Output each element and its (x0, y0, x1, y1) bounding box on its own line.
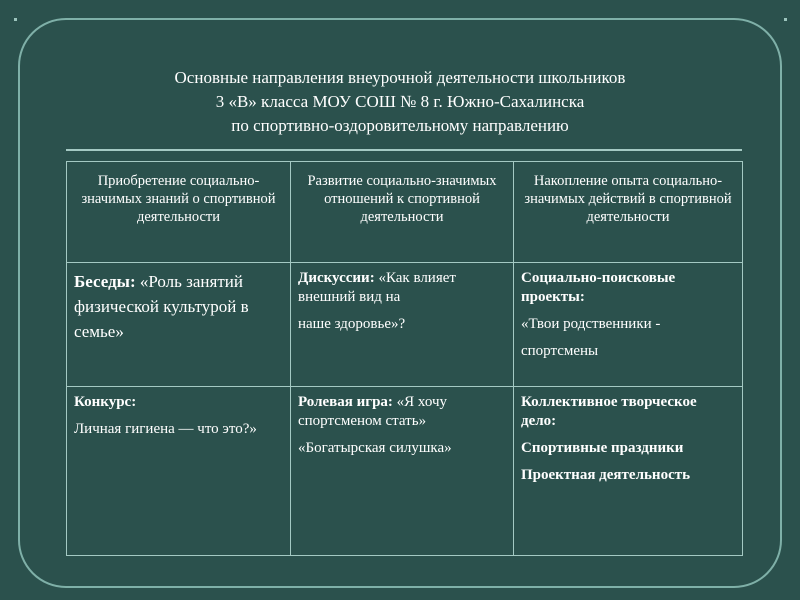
cell-text: «Твои родственники - (521, 316, 661, 333)
cell-text: спортсмены (521, 343, 599, 360)
cell-text: Проектная деятельность (521, 467, 691, 484)
title-divider (66, 149, 742, 151)
table-row (67, 387, 743, 556)
cell-text: Личная гигиена — что это?» (74, 421, 257, 438)
table-cell (291, 263, 514, 387)
table-cell (67, 263, 291, 387)
cell-label: Дискуссии: (298, 270, 375, 287)
table-header-row (67, 162, 743, 263)
directions-table (66, 161, 743, 556)
cell-text: «Богатырская силушка» (298, 440, 452, 457)
cell-text: «Я хочу спортсменом стать» (298, 394, 448, 430)
title-line-3: по спортивно-оздоровительному направлению (231, 116, 569, 135)
corner-dot (14, 18, 17, 21)
cell-label: Социально-поисковые проекты: (521, 270, 676, 306)
table-row (67, 263, 743, 387)
corner-dot (784, 18, 787, 21)
table-cell (67, 387, 291, 556)
table-cell (291, 387, 514, 556)
slide-title (40, 66, 760, 138)
cell-label: Ролевая игра: (298, 394, 393, 411)
table-cell (514, 387, 743, 556)
title-line-2: 3 «В» класса МОУ СОШ № 8 г. Южно-Сахалинска (215, 92, 585, 111)
table-cell (514, 263, 743, 387)
header-cell: Приобретение социально-значимых знаний о спортивной деятельности (67, 162, 291, 263)
header-cell: Развитие социально-значимых отношений к спортивной деятельности (291, 162, 514, 263)
cell-text: «Как влияет внешний вид на (298, 270, 456, 306)
cell-text: «Роль занятий физической культурой в семье» (74, 272, 249, 342)
header-cell: Накопление опыта социально-значимых действий в спортивной деятельности (514, 162, 743, 263)
cell-label: Коллективное творческое дело: (521, 394, 697, 430)
cell-label: Конкурс: (74, 394, 137, 411)
cell-text: Спортивные праздники (521, 440, 684, 457)
cell-text: наше здоровье»? (298, 316, 406, 333)
cell-label: Беседы: (74, 272, 136, 292)
title-line-1: Основные направления внеурочной деятельности школьников (174, 68, 626, 87)
